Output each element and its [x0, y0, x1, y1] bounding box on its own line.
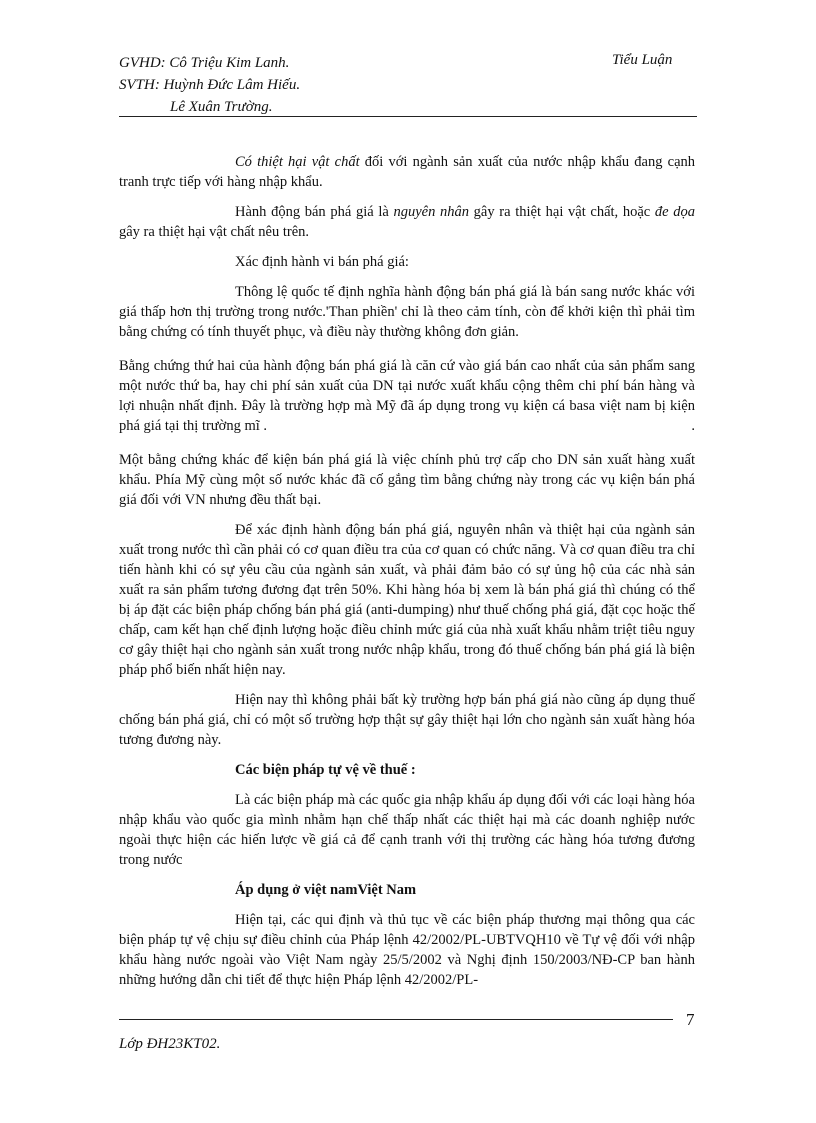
- p2-italic-2: đe dọa: [654, 204, 696, 220]
- header-doc-type: Tiểu Luận: [612, 52, 673, 68]
- header-svth-2: Lê Xuân Trường.: [170, 99, 273, 115]
- paragraph-10: Hiện tại, các qui định và thủ tục về các biện pháp thương mại thông qua các biện pháp tự vệ chịu sự điều chỉnh của Pháp lệnh 42/2002/PL-UBTVQH10 về Tự vệ đối với nhập khẩu hàng nước ngoài vào Việt Nam ngày 25/5/2002 và Nghị định 150/2003/NĐ-CP ban hành những hướng dẫn chi tiết để thực hiện Pháp lệnh 42/2002/PL-: [119, 912, 695, 988]
- paragraph-3: Xác định hành vi bán phá giá:: [235, 254, 409, 270]
- header-svth: SVTH: Huỳnh Đức Lâm Hiếu.: [119, 77, 301, 93]
- p2-text-a: Hành động bán phá giá là: [235, 204, 394, 220]
- paragraph-2: [119, 202, 695, 242]
- header-rule: [119, 116, 697, 117]
- paragraph-6: Một bằng chứng khác để kiện bán phá giá là việc chính phủ trợ cấp cho DN sản xuất hàng xuất khẩu. Phía Mỹ cùng một số nước khác đã cố gắng tìm bằng chứng này trong các vụ kiện bán phá giá đối với VN nhưng đều thất bại.: [119, 452, 695, 508]
- p5-trail: .: [691, 418, 695, 434]
- paragraph-4: Thông lệ quốc tế định nghĩa hành động bán phá giá là bán sang nước khác với giá thấp hơn thị trường trong nước.'Than phiền' chỉ là theo cảm tính, còn để khởi kiện thì phải tìm bằng chứng có tính thuyết phục, và điều này thường không đơn giản.: [119, 284, 695, 340]
- p1-text: đối với ngành sản xuất của nước nhập khẩu đang cạnh tranh trực tiếp với hàng nhập khẩu.: [119, 154, 696, 190]
- paragraph-8: Hiện nay thì không phải bất kỳ trường hợp bán phá giá nào cũng áp dụng thuế chống bán phá giá, chỉ có một số trường hợp thật sự gây thiệt hại lớn cho ngành sản xuất hàng hóa tương đương này.: [119, 692, 695, 748]
- footer-class: Lớp ĐH23KT02.: [119, 1036, 221, 1052]
- heading-tax-safeguards: Các biện pháp tự vệ về thuế :: [235, 762, 416, 778]
- p2-text-c: gây ra thiệt hại vật chất nêu trên.: [119, 224, 310, 240]
- p2-text-b: gây ra thiệt hại vật chất, hoặc: [469, 204, 655, 220]
- p1-italic: Có thiệt hại vật chất: [235, 154, 360, 170]
- footer-rule: [119, 1019, 673, 1020]
- heading-vietnam: Áp dụng ở việt namViệt Nam: [235, 882, 417, 898]
- paragraph-1: [119, 152, 695, 192]
- paragraph-5: [119, 356, 695, 436]
- paragraph-7: Để xác định hành động bán phá giá, nguyên nhân và thiệt hại của ngành sản xuất trong nước thì cần phải có cơ quan điều tra của cơ quan có chức năng. Và cơ quan điều tra chỉ tiến hành khi có sự yêu cầu của ngành sản xuất, và phải đảm bảo có sự ủng hộ của các nhà sản xuất ra sản phẩm tương đương đạt trên 50%. Khi hàng hóa bị xem là bán phá giá thì chúng có thể bị áp đặt các biện pháp chống bán phá giá (anti-dumping) như thuế chống phá giá, đặt cọc hoặc thế chấp, cam kết hạn chế định lượng hoặc điều chỉnh mức giá của nhà xuất khẩu nhằm triệt tiêu nguy cơ gây thiệt hại cho ngành sản xuất trong nước nhập khẩu, trong đó thuế chống bán phá giá là biện pháp phổ biến nhất hiện nay.: [119, 522, 695, 678]
- paragraph-9: Là các biện pháp mà các quốc gia nhập khẩu áp dụng đối với các loại hàng hóa nhập khẩu vào quốc gia mình nhằm hạn chế thấp nhất các thiệt hại mà các doanh nghiệp nước ngoài thực hiện các hiến lược về giá cả để cạnh tranh với thị trường các hàng hóa tương đương trong nước: [119, 792, 695, 868]
- document-body: [119, 152, 695, 1000]
- header-gvhd: GVHD: Cô Triệu Kim Lanh.: [119, 55, 290, 71]
- p2-italic-1: nguyên nhân: [393, 204, 470, 220]
- p5-text: Bằng chứng thứ hai của hành động bán phá giá là căn cứ vào giá bán cao nhất của sản phẩm sang một nước thứ ba, hay chi phí sản xuất của DN tại nước xuất khẩu cộng thêm chi phí bán hàng và lợi nhuận nhất định. Đây là trường hợp mà Mỹ đã áp dụng trong vụ kiện cá basa việt nam bị kiện phá giá tại thị trường mĩ .: [119, 358, 695, 434]
- page-number: 7: [686, 1010, 695, 1029]
